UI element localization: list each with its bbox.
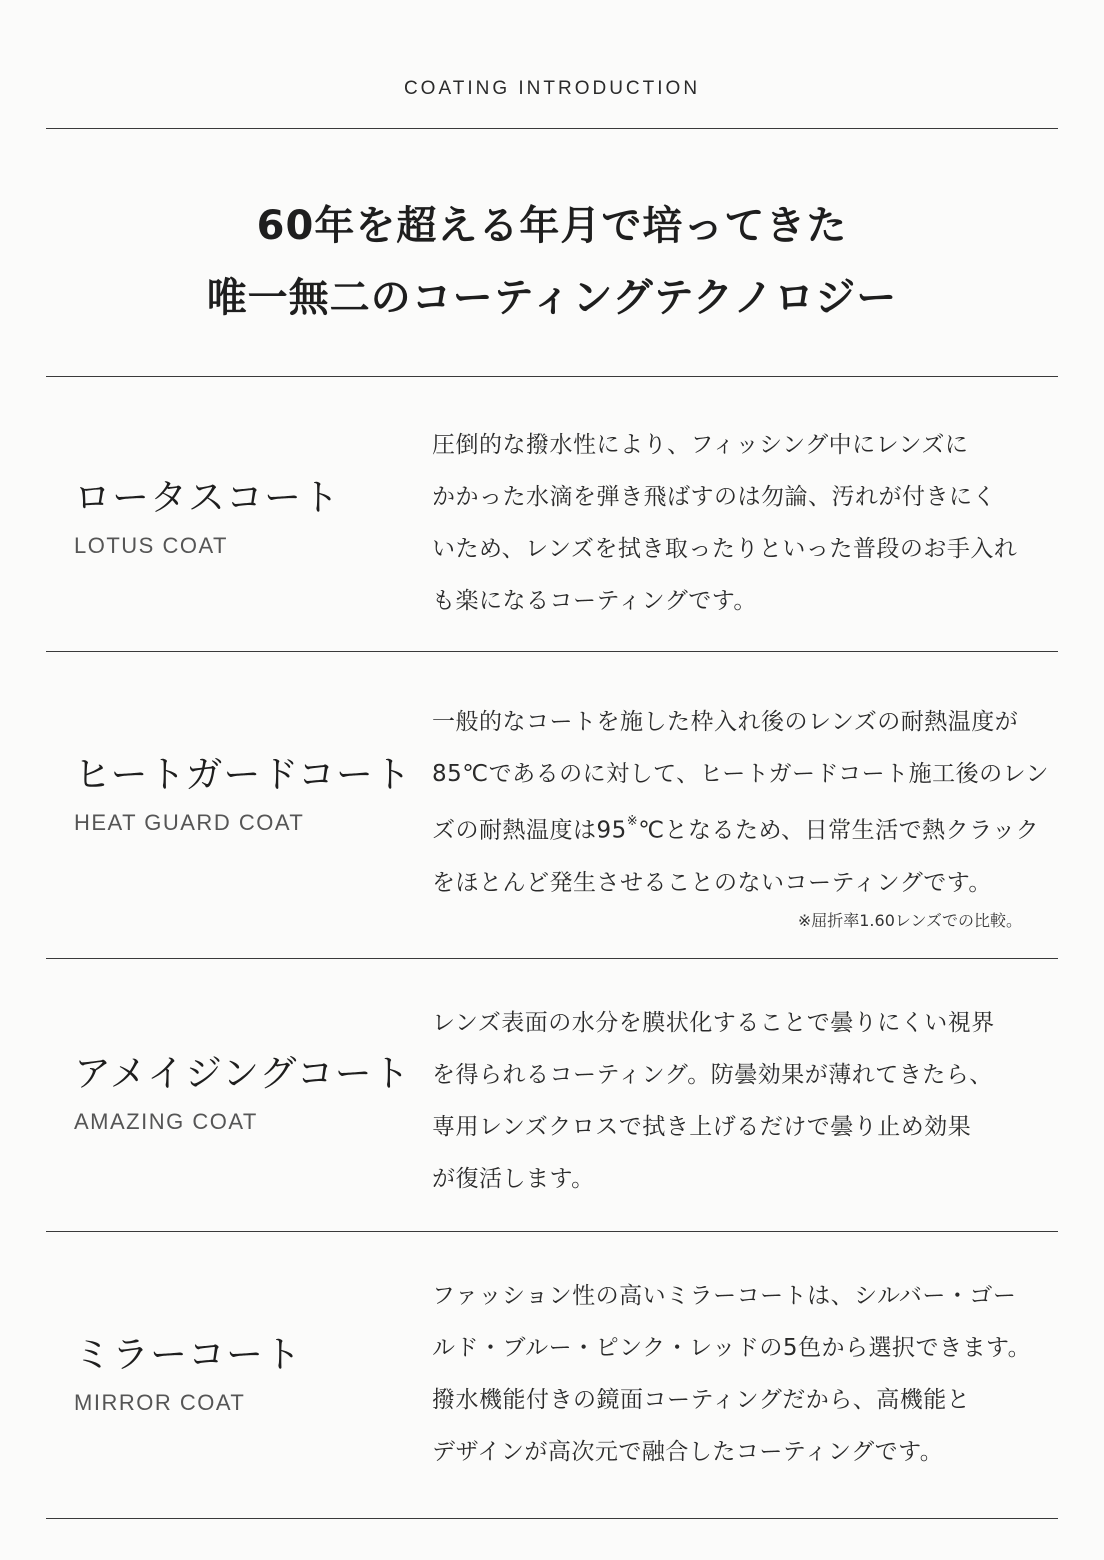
coating-name-ja: ロータスコート: [74, 476, 340, 519]
description-line: 圧倒的な撥水性により、フィッシング中にレンズに: [432, 432, 969, 458]
description-line: 専用レンズクロスで拭き上げるだけで曇り止め効果: [432, 1114, 972, 1140]
coating-name-block: [74, 752, 412, 836]
description-line: 一般的なコートを施した枠入れ後のレンズの耐熱温度が: [432, 709, 1019, 735]
coating-name-en: AMAZING COAT: [74, 1109, 258, 1134]
description-line: 85℃であるのに対して、ヒートガードコート施工後のレン: [432, 761, 1050, 787]
description-line: ファッション性の高いミラーコートは、シルバー・ゴー: [432, 1283, 1017, 1309]
description-text: ズの耐熱温度は95: [432, 817, 627, 844]
coating-name-block: [74, 475, 340, 559]
description-line: レンズ表面の水分を膜状化することで曇りにくい視界: [432, 1010, 995, 1036]
headline: [0, 190, 1104, 334]
footnote-mark: ※: [626, 814, 639, 829]
coating-name-en: MIRROR COAT: [74, 1390, 246, 1415]
bottom-divider: [46, 1518, 1058, 1519]
description-line: ルド・ブルー・ピンク・レッドの5色から選択できます。: [432, 1335, 1032, 1361]
description-line: を得られるコーティング。防曇効果が薄れてきたら、: [432, 1062, 993, 1088]
description-line: かかった水滴を弾き飛ばすのは勿論、汚れが付きにく: [432, 484, 996, 510]
coating-name-ja: アメイジングコート: [74, 1052, 411, 1095]
coating-description: [432, 997, 1042, 1205]
coating-description: [432, 419, 1042, 627]
description-line: [432, 800, 1042, 857]
coating-section-mirror: [46, 1232, 1058, 1517]
section-eyebrow: COATING INTRODUCTION: [403, 78, 701, 99]
coating-section-amazing: [46, 959, 1058, 1231]
description-text: ℃となるため、日常生活で熱クラック: [638, 817, 1040, 844]
coating-name-en: LOTUS COAT: [74, 533, 228, 558]
coating-section-heat-guard: [46, 652, 1058, 958]
coating-description: [432, 1270, 1042, 1478]
description-line: も楽になるコーティングです。: [432, 588, 757, 614]
coating-section-lotus: [46, 377, 1058, 651]
description-line: いため、レンズを拭き取ったりといった普段のお手入れ: [432, 536, 1018, 562]
description-line: 撥水機能付きの鏡面コーティングだから、高機能と: [432, 1387, 971, 1413]
description-line: をほとんど発生させることのないコーティングです。: [432, 869, 992, 896]
description-line: デザインが高次元で融合したコーティングです。: [432, 1439, 944, 1465]
top-divider: [46, 128, 1058, 129]
coating-name-block: [74, 1051, 411, 1135]
headline-line-2: 唯一無二のコーティングテクノロジー: [206, 275, 898, 321]
coating-name-ja: ヒートガードコート: [74, 753, 412, 796]
coating-name-en: HEAT GUARD COAT: [74, 810, 305, 835]
coating-name-ja: ミラーコート: [74, 1333, 302, 1376]
coating-description: [432, 696, 1050, 909]
coating-name-block: [74, 1332, 302, 1416]
headline-line-1: 60年を超える年月で培ってきた: [256, 203, 848, 249]
footnote: ※屈折率1.60レンズでの比較。: [797, 911, 1022, 930]
description-line: が復活します。: [432, 1166, 595, 1192]
